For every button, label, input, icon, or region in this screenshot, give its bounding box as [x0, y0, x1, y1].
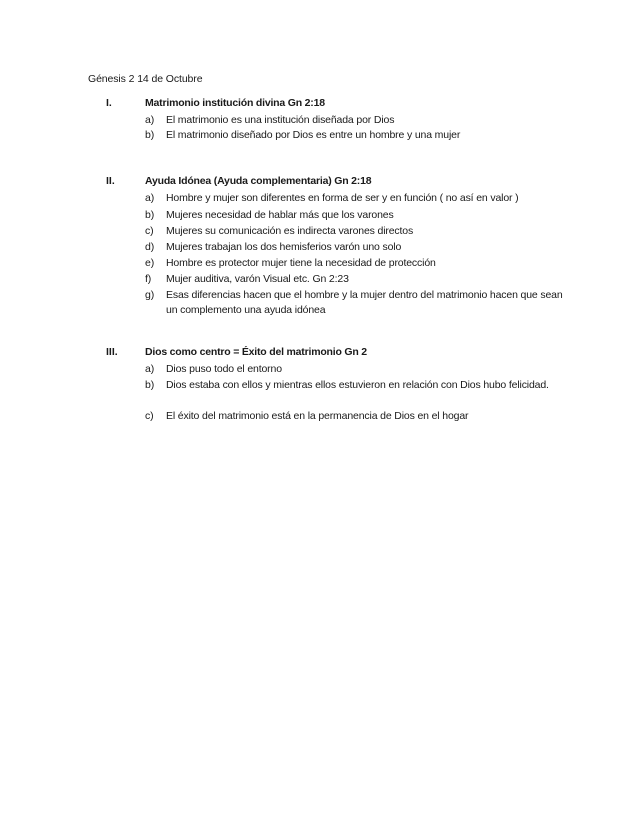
section-1-title: Matrimonio institución divina Gn 2:18	[145, 97, 325, 109]
section-2-item-c	[145, 224, 565, 239]
document-heading: Génesis 2 14 de Octubre	[88, 73, 203, 85]
item-text: Mujeres su comunicación es indirecta varones directos	[166, 225, 414, 237]
section-3-item-c	[145, 409, 565, 424]
section-2-numeral: II.	[106, 175, 115, 187]
item-letter: g)	[145, 289, 155, 301]
item-text: Dios estaba con ellos y mientras ellos estuvieron en relación con Dios hubo felicidad.	[166, 379, 549, 391]
section-1-numeral: I.	[106, 97, 112, 109]
item-text: Mujeres trabajan los dos hemisferios varón uno solo	[166, 241, 402, 253]
section-2-item-a	[145, 191, 565, 206]
item-text: Mujer auditiva, varón Visual etc. Gn 2:23	[166, 273, 349, 285]
item-letter: b)	[145, 209, 155, 221]
section-2-item-g	[145, 288, 565, 318]
section-3-item-b	[145, 378, 565, 393]
item-letter: a)	[145, 114, 155, 126]
item-text: Dios puso todo el entorno	[166, 363, 282, 375]
section-2-item-d	[145, 240, 565, 255]
item-text: El matrimonio diseñado por Dios es entre un hombre y una mujer	[166, 129, 461, 141]
section-2-title: Ayuda Idónea (Ayuda complementaria) Gn 2:18	[145, 175, 372, 187]
section-3-numeral: III.	[106, 346, 118, 358]
section-3-title: Dios como centro = Éxito del matrimonio Gn 2	[145, 346, 367, 358]
item-letter: c)	[145, 225, 154, 237]
item-text: Mujeres necesidad de hablar más que los varones	[166, 209, 394, 221]
item-letter: b)	[145, 129, 155, 141]
item-text: El éxito del matrimonio está en la permanencia de Dios en el hogar	[166, 410, 469, 422]
item-text: Hombre es protector mujer tiene la necesidad de protección	[166, 257, 436, 269]
section-1-item-b	[145, 128, 565, 143]
item-letter: d)	[145, 241, 155, 253]
item-text: Esas diferencias hacen que el hombre y la mujer dentro del matrimonio hacen que sean un complemento una ayuda idónea	[166, 289, 563, 316]
item-letter: a)	[145, 363, 155, 375]
item-letter: a)	[145, 192, 155, 204]
item-text: El matrimonio es una institución diseñada por Dios	[166, 114, 395, 126]
item-letter: b)	[145, 379, 155, 391]
section-2-item-b	[145, 208, 565, 223]
section-3-item-a	[145, 362, 565, 377]
item-letter: f)	[145, 273, 152, 285]
item-text: Hombre y mujer son diferentes en forma de ser y en función ( no así en valor )	[166, 192, 519, 204]
section-2-item-f	[145, 272, 565, 287]
section-1-item-a	[145, 113, 565, 128]
item-letter: e)	[145, 257, 155, 269]
item-letter: c)	[145, 410, 154, 422]
section-2-item-e	[145, 256, 565, 271]
